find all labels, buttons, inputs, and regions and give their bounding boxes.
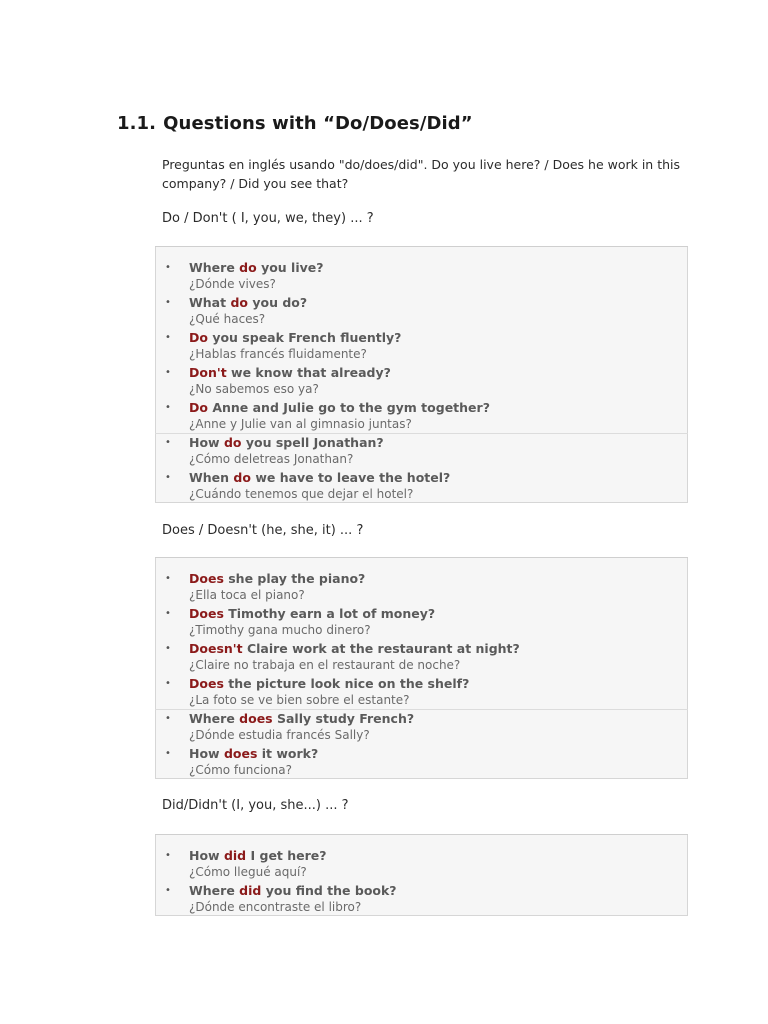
spanish-translation: ¿Cómo llegué aquí? <box>189 865 307 879</box>
section-label-do: Do / Don't ( I, you, we, they) ... ? <box>162 211 374 226</box>
section-label-did: Did/Didn't (I, you, she...) ... ? <box>162 798 349 813</box>
question-prefix: What <box>189 295 231 310</box>
spanish-translation: ¿Ella toca el piano? <box>189 588 305 602</box>
auxiliary-verb: Do <box>189 330 208 345</box>
example-item <box>156 605 687 640</box>
example-item <box>156 710 687 745</box>
bullet-icon: • <box>165 608 171 619</box>
english-question <box>189 434 687 451</box>
question-prefix: How <box>189 746 224 761</box>
english-question <box>189 399 687 416</box>
bullet-icon: • <box>165 402 171 413</box>
question-prefix: How <box>189 435 224 450</box>
example-box-does <box>155 557 688 779</box>
auxiliary-verb: do <box>230 295 248 310</box>
question-suffix: Sally study French? <box>272 711 415 726</box>
question-suffix: the picture look nice on the shelf? <box>223 676 470 691</box>
bullet-icon: • <box>165 713 171 724</box>
spanish-translation: ¿Cómo funciona? <box>189 763 292 777</box>
spanish-translation: ¿Timothy gana mucho dinero? <box>189 623 371 637</box>
english-question <box>189 640 687 657</box>
english-question <box>189 745 687 762</box>
auxiliary-verb: do <box>223 435 242 450</box>
question-suffix: Anne and Julie go to the gym together? <box>207 400 490 415</box>
auxiliary-verb: do <box>233 470 251 485</box>
question-prefix: When <box>189 470 234 485</box>
question-prefix: Where <box>189 260 240 275</box>
auxiliary-verb: Doesn't <box>189 641 243 656</box>
english-question <box>189 605 687 622</box>
question-suffix: you spell Jonathan? <box>241 435 384 450</box>
auxiliary-verb: did <box>223 848 247 863</box>
bullet-icon: • <box>165 643 171 654</box>
spanish-translation: ¿No sabemos eso ya? <box>189 382 319 396</box>
bullet-icon: • <box>165 573 171 584</box>
example-box-did <box>155 834 688 916</box>
english-question <box>189 259 687 276</box>
english-question <box>189 294 687 311</box>
spanish-translation: ¿La foto se ve bien sobre el estante? <box>189 693 410 707</box>
bullet-icon: • <box>165 437 171 448</box>
spanish-translation: ¿Dónde encontraste el libro? <box>189 900 362 914</box>
example-item <box>156 640 687 675</box>
example-item <box>156 399 687 434</box>
question-suffix: I get here? <box>246 848 327 863</box>
spanish-translation: ¿Hablas francés fluidamente? <box>189 347 367 361</box>
question-suffix: we know that already? <box>226 365 391 380</box>
question-suffix: you live? <box>256 260 324 275</box>
bullet-icon: • <box>165 297 171 308</box>
example-item <box>156 745 687 780</box>
example-item <box>156 329 687 364</box>
example-item <box>156 675 687 710</box>
example-list <box>156 570 687 780</box>
bullet-icon: • <box>165 332 171 343</box>
question-suffix: Timothy earn a lot of money? <box>223 606 436 621</box>
spanish-translation: ¿Anne y Julie van al gimnasio juntas? <box>189 417 412 431</box>
example-item <box>156 847 687 882</box>
bullet-icon: • <box>165 472 171 483</box>
example-list <box>156 847 687 917</box>
bullet-icon: • <box>165 262 171 273</box>
question-suffix: she play the piano? <box>223 571 366 586</box>
english-question <box>189 882 687 899</box>
english-question <box>189 364 687 381</box>
english-question <box>189 469 687 486</box>
auxiliary-verb: did <box>239 883 262 898</box>
english-question <box>189 675 687 692</box>
question-prefix: Where <box>189 711 240 726</box>
section-title: Questions with “Do/Does/Did” <box>163 113 473 134</box>
example-item <box>156 570 687 605</box>
auxiliary-verb: Does <box>189 571 224 586</box>
question-suffix: Claire work at the restaurant at night? <box>242 641 520 656</box>
intro-paragraph: Preguntas en inglés usando "do/does/did". Do you live here? / Does he work in this company? / Did you see that? <box>162 157 681 191</box>
auxiliary-verb: does <box>223 746 258 761</box>
example-item <box>156 294 687 329</box>
spanish-translation: ¿Qué haces? <box>189 312 266 326</box>
example-item <box>156 469 687 504</box>
english-question <box>189 570 687 587</box>
example-item <box>156 364 687 399</box>
spanish-translation: ¿Dónde vives? <box>189 277 276 291</box>
auxiliary-verb: does <box>239 711 273 726</box>
section-heading <box>117 113 473 134</box>
spanish-translation: ¿Cuándo tenemos que dejar el hotel? <box>189 487 414 501</box>
auxiliary-verb: Does <box>189 606 224 621</box>
bullet-icon: • <box>165 678 171 689</box>
bullet-icon: • <box>165 748 171 759</box>
auxiliary-verb: do <box>239 260 257 275</box>
question-suffix: we have to leave the hotel? <box>250 470 451 485</box>
section-label-does: Does / Doesn't (he, she, it) ... ? <box>162 523 364 538</box>
auxiliary-verb: Do <box>189 400 208 415</box>
english-question <box>189 847 687 864</box>
example-item <box>156 259 687 294</box>
example-item <box>156 882 687 917</box>
auxiliary-verb: Does <box>189 676 224 691</box>
question-prefix: How <box>189 848 224 863</box>
question-prefix: Where <box>189 883 240 898</box>
question-suffix: you find the book? <box>261 883 397 898</box>
question-suffix: you speak French fluently? <box>207 330 402 345</box>
bullet-icon: • <box>165 850 171 861</box>
auxiliary-verb: Don't <box>189 365 227 380</box>
spanish-translation: ¿Claire no trabaja en el restaurant de noche? <box>189 658 461 672</box>
bullet-icon: • <box>165 885 171 896</box>
example-list <box>156 259 687 504</box>
question-suffix: you do? <box>248 295 308 310</box>
example-box-do <box>155 246 688 503</box>
english-question <box>189 329 687 346</box>
english-question <box>189 710 687 727</box>
spanish-translation: ¿Dónde estudia francés Sally? <box>189 728 370 742</box>
bullet-icon: • <box>165 367 171 378</box>
question-suffix: it work? <box>257 746 319 761</box>
example-item <box>156 434 687 469</box>
section-number: 1.1. <box>117 113 157 134</box>
spanish-translation: ¿Cómo deletreas Jonathan? <box>189 452 354 466</box>
